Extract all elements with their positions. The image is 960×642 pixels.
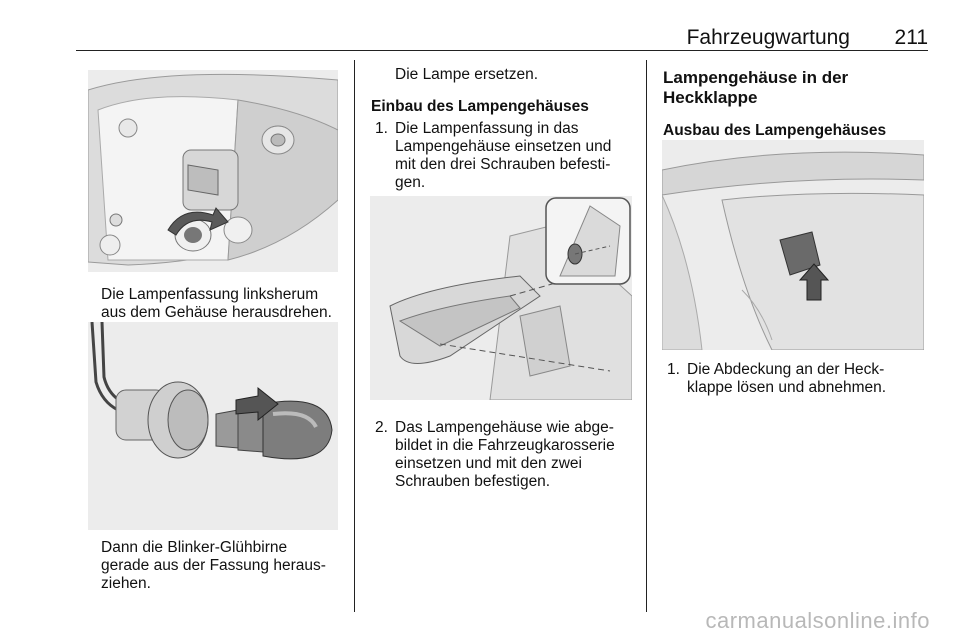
figure-bulb-pull-out [88,322,338,530]
caption-line: Dann die Blinker-Glühbirne [101,539,288,556]
section-title-line: Heckklappe [663,88,758,107]
figure-tailgate-cover [662,140,924,350]
step-line: Lampengehäuse einsetzen und [395,138,612,155]
figure-lamp-socket-rotate [88,70,338,272]
step-line: bildet in die Fahrzeugkarosserie [395,437,615,454]
caption-line: ziehen. [101,575,151,592]
removal-step-1 [667,361,929,401]
step-line: gen. [395,174,426,191]
subheading-installation: Einbau des Lampengehäuses [371,98,589,115]
column-divider-2 [646,60,647,612]
page-header [76,26,928,52]
section-title [663,68,848,108]
step-line: einsetzen und mit den zwei [395,455,582,472]
step-line: Schrauben befestigen. [395,473,551,490]
step-number: 2. [375,419,388,436]
figure-housing-install [370,196,632,400]
column-divider-1 [354,60,355,612]
subheading-removal: Ausbau des Lampengehäuses [663,122,887,139]
caption-line: gerade aus der Fassung heraus- [101,557,326,574]
step-number: 1. [375,120,388,137]
step-line: Die Lampenfassung in das [395,120,579,137]
intro-text: Die Lampe ersetzen. [395,66,539,83]
step-number: 1. [667,361,680,378]
page-number: 211 [894,26,928,49]
header-title: Fahrzeugwartung [686,26,850,49]
caption-line: Die Lampenfassung linksherum [101,286,319,303]
step-line: Das Lampengehäuse wie abge- [395,419,614,436]
header-rule [76,50,928,51]
install-step-1 [375,120,635,200]
step-line: klappe lösen und abnehmen. [687,379,887,396]
watermark: carmanualsonline.info [705,608,930,633]
step-line: Die Abdeckung an der Heck- [687,361,885,378]
caption-line: aus dem Gehäuse herausdrehen. [101,304,332,321]
caption-pull-bulb [101,539,326,593]
install-step-2 [375,419,637,499]
caption-rotate-socket [101,286,332,322]
section-title-line: Lampengehäuse in der [663,68,849,87]
step-line: mit den drei Schrauben befesti- [395,156,611,173]
